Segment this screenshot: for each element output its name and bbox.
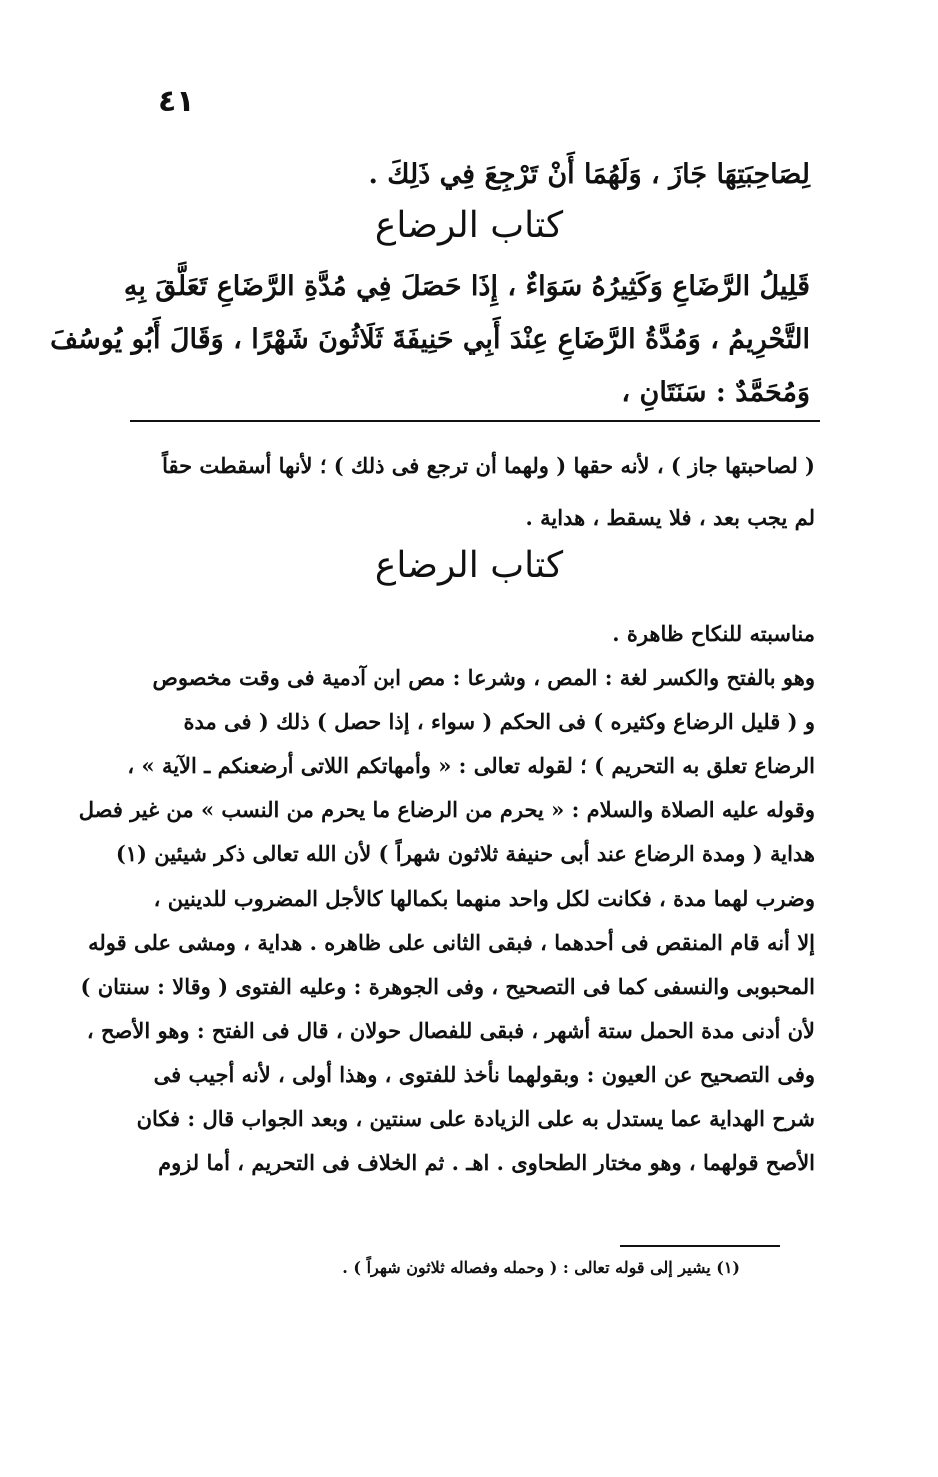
sharh-line: لأن أدنى مدة الحمل ستة أشهر ، فبقى للفصال حولان ، قال فى الفتح : وهو الأصح ، (86, 1017, 815, 1043)
sharh-block-2 (78, 612, 815, 1185)
sharh-line: ( لصاحبتها جاز ) ، لأنه حقها ( ولهما أن ترجع فى ذلك ) ؛ لأنها أسقطت حقاً (162, 453, 815, 478)
sharh-line: الأصح قولهما ، وهو مختار الطحاوى . اهـ . ثم الخلاف فى التحريم ، أما لزوم (158, 1150, 815, 1176)
sharh-line: وفى التصحيح عن العيون : وبقولهما نأخذ للفتوى ، وهذا أولى ، لأنه أجيب فى (153, 1061, 815, 1087)
sharh-line: المحبوبى والنسفى كما فى التصحيح ، وفى الجوهرة : وعليه الفتوى ( وقالا : سنتان ) (80, 973, 815, 999)
matn-body-block (50, 260, 810, 419)
matn-line: وَمُحَمَّدٌ : سَنَتَانِ ، (621, 377, 810, 408)
sharh-block-1 (125, 440, 815, 544)
sharh-line: و ( قليل الرضاع وكثيره ) فى الحكم ( سواء ، إذا حصل ) ذلك ( فى مدة (183, 709, 815, 735)
sharh-line: مناسبته للنكاح ظاهرة . (612, 621, 815, 646)
section-heading-sharh: كتاب الرضاع (374, 545, 564, 586)
footnote: (١) يشير إلى قوله تعالى : ( وحمله وفصاله ثلاثون شهراً ) . (342, 1258, 740, 1277)
matn-sharh-divider (130, 420, 820, 422)
sharh-line: الرضاع تعلق به التحريم ) ؛ لقوله تعالى : « وأمهاتكم اللاتى أرضعنكم ـ الآية » ، (127, 753, 815, 779)
sharh-line: إلا أنه قام المنقص فى أحدهما ، فبقى الثانى على ظاهره . هداية ، ومشى على قوله (88, 929, 815, 955)
matn-top-block (120, 150, 810, 200)
sharh-line: لم يجب بعد ، فلا يسقط ، هداية . (525, 505, 815, 530)
footnote-divider (620, 1245, 780, 1247)
matn-line: قَلِيلُ الرَّضَاعِ وَكَثِيرُهُ سَوَاءٌ ، إِذَا حَصَلَ فِي مُدَّةِ الرَّضَاعِ تَعَلَّقَ بِهِ (123, 271, 810, 302)
sharh-line: هداية ( ومدة الرضاع عند أبى حنيفة ثلاثون شهراً ) لأن الله تعالى ذكر شيئين (١) (115, 841, 815, 867)
sharh-line: شرح الهداية عما يستدل به على الزيادة على سنتين ، وبعد الجواب قال : فكان (136, 1106, 815, 1132)
sharh-line: وضرب لهما مدة ، فكانت لكل واحد منهما بكمالها كالأجل المضروب للدينين ، (153, 885, 815, 911)
sharh-line: وقوله عليه الصلاة والسلام : « يحرم من الرضاع ما يحرم من النسب » من غير فصل (78, 797, 815, 823)
page-number: ٤١ (158, 84, 195, 119)
sharh-line: وهو بالفتح والكسر لغة : المص ، وشرعا : مص ابن آدمية فى وقت مخصوص (152, 665, 815, 691)
matn-line: لِصَاحِبَتِهَا جَازَ ، وَلَهُمَا أَنْ تَرْجِعَ فِي ذَلِكَ . (368, 159, 810, 190)
section-heading-matn: كتاب الرضاع (374, 205, 564, 246)
matn-line: التَّحْرِيمُ ، وَمُدَّةُ الرَّضَاعِ عِنْدَ أَبِي حَنِيفَةَ ثَلَاثُونَ شَهْرًا ، وَقَالَ أَبُو يُوسُفَ (50, 324, 810, 355)
